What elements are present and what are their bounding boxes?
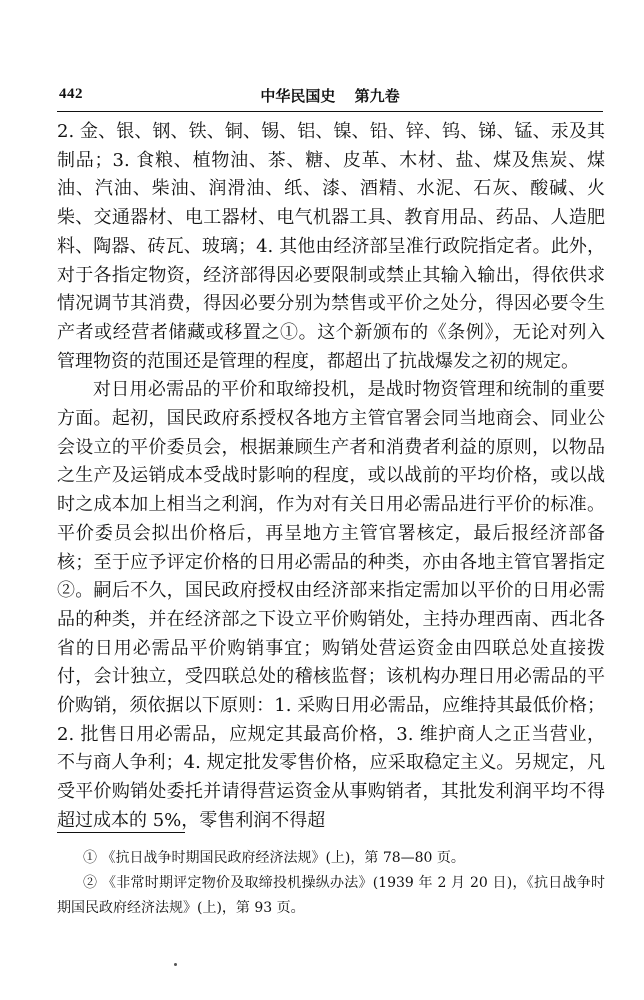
paragraph-2: 对日用必需品的平价和取缔投机，是战时物资管理和统制的重要方面。起初，国民政府系授权各地方主管官署会同当地商会、同业公会设立的平价委员会，根据兼顾生产者和消费者利益的原则，以物品之生产及运销成本受战时影响的程度，或以战前的平均价格，或以战时之成本加上相当之利润，作为对有关日用必需品进行平价的标准。平价委员会拟出价格后，再呈地方主管官署核定，最后报经济部备核；至于应予评定价格的日用必需品的种类，亦由各地主管官署指定②。嗣后不久，国民政府授权由经济部来指定需加以平价的日用必需品的种类，并在经济部之下设立平价购销处，主持办理西南、西北各省的日用必需品平价购销事宜；购销处营运资金由四联总处直接拨付，会计独立，受四联总处的稽核监督；该机构办理日用必需品的平价购销，须依据以下原则：1. 采购日用必需品，应维持其最低价格；2. 批售日用必需品，应规定其最高价格，3. 维护商人之正当营业，不与商人争利；4. 规定批发零售价格，应采取稳定主义。另规定，凡受平价购销处委托并请得营运资金从事购销者，其批发利润平均不得超过成本的 5%，零售利润不得超 (57, 379, 605, 831)
footnotes (57, 846, 605, 921)
footnote-1: ① 《抗日战争时期国民政府经济法规》(上)，第 78—80 页。 (83, 850, 465, 866)
paragraph-1: 2. 金、银、钢、铁、铜、锡、铝、镍、铅、锌、钨、锑、锰、汞及其制品；3. 食粮、植物油、茶、糖、皮革、木材、盐、煤及焦炭、煤油、汽油、柴油、润滑油、纸、漆、酒精、水泥、石灰、酸碱、火柴、交通器材、电工器材、电气机器工具、教育用品、药品、人造肥料、陶器、砖瓦、玻璃；4. 其他由经济部呈准行政院指定者。此外，对于各指定物资，经济部得因必要限制或禁止其输入输出，得依供求情况调节其消费，得因必要分别为禁售或平价之处分，得因必要令生产者或经营者储藏或移置之①。这个新颁布的《条例》，无论对列入管理物资的范围还是管理的程度，都超出了抗战爆发之初的规定。 (57, 121, 605, 372)
body-text (57, 118, 605, 836)
footnote-2: ② 《非常时期评定物价及取缔投机操纵办法》(1939 年 2 月 20 日)，《抗日战争时期国民政府经济法规》(上)，第 93 页。 (57, 875, 605, 916)
page-header (57, 82, 603, 108)
running-title: 中华民国史 第九卷 (260, 87, 400, 105)
footnote-rule (57, 832, 185, 833)
header-rule (57, 111, 603, 112)
scan-speck (174, 963, 177, 966)
page-number: 442 (59, 86, 83, 102)
